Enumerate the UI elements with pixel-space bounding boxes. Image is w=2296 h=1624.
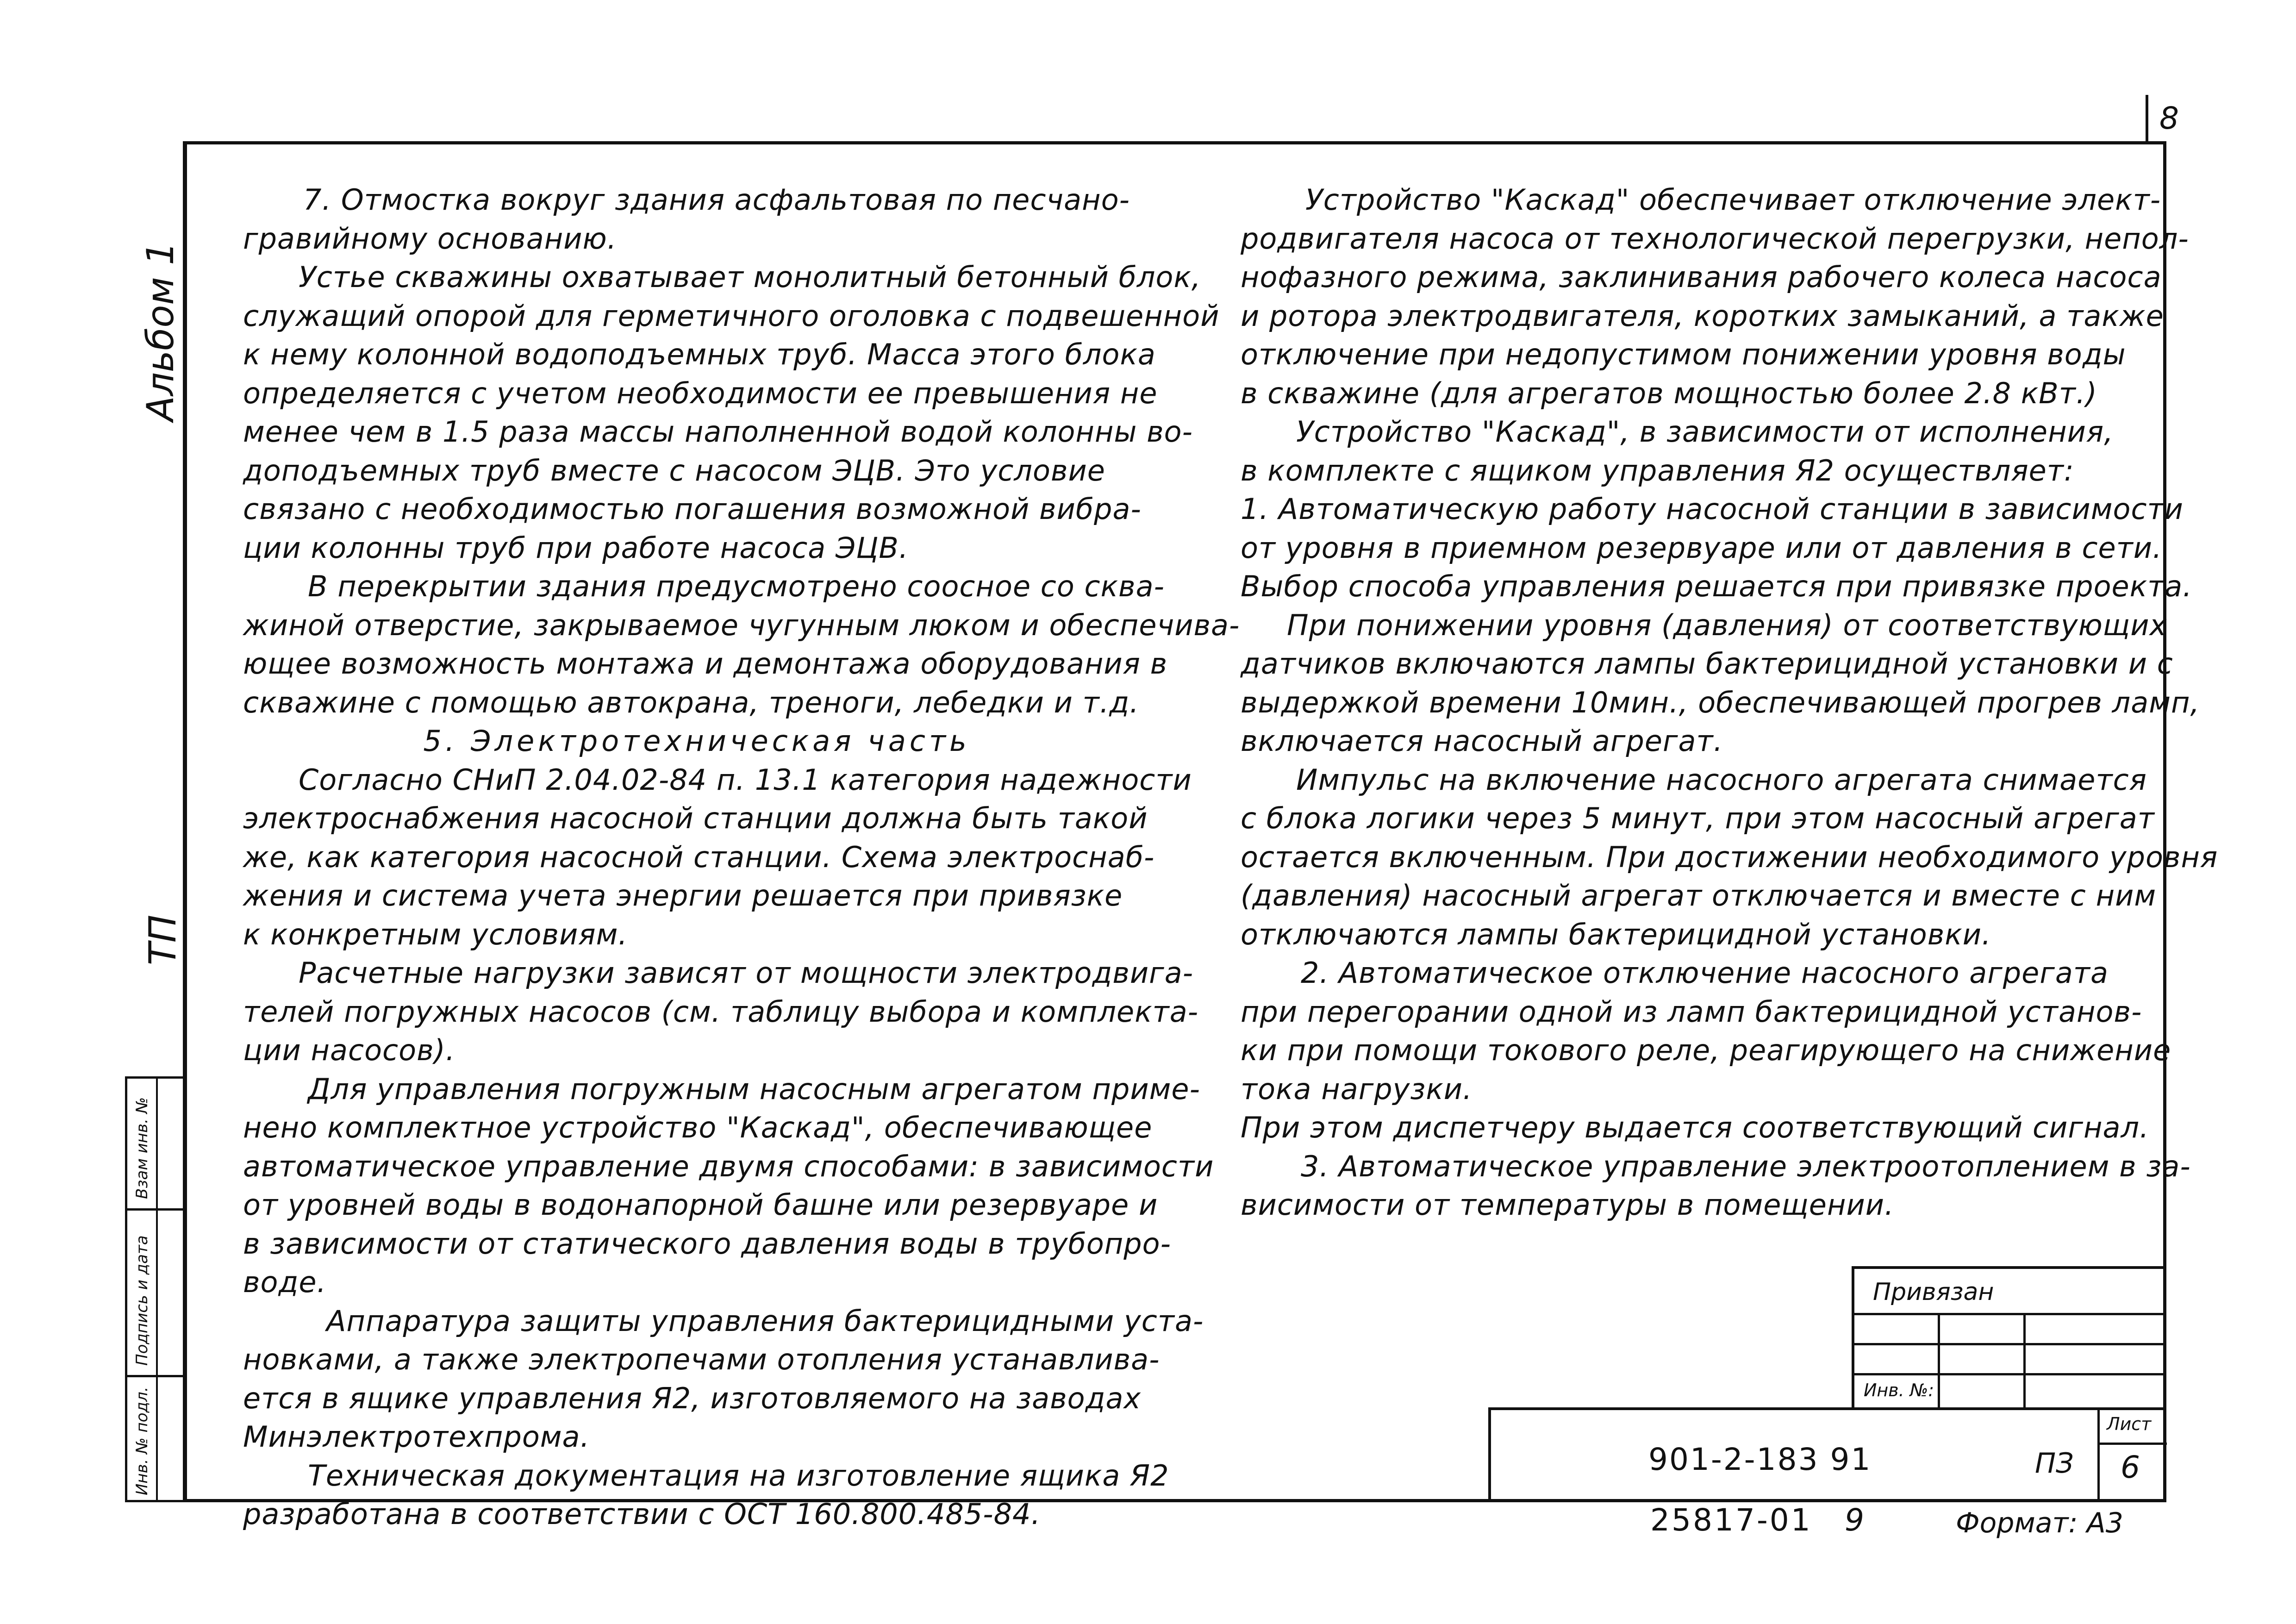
text-line: (давления) насосный агрегат отключается и вместе с ним (1241, 879, 2157, 912)
text-line: включается насосный агрегат. (1241, 724, 1723, 758)
left-text-column (243, 181, 1240, 1534)
text-line: 3. Автоматическое управление электроотоплением в за- (1301, 1149, 2191, 1183)
stamp-divider (156, 1079, 158, 1500)
text-line: При этом диспетчеру выдается соответствующий сигнал. (1241, 1111, 2149, 1144)
sheet-cell-divider (2097, 1407, 2100, 1502)
text-line: с блока логики через 5 минут, при этом насосный агрегат (1241, 801, 2155, 835)
text-line: телей погружных насосов (см. таблицу выбора и комплекта- (243, 994, 1199, 1029)
text-line: ется в ящике управления Я2, изготовляемого на заводах (243, 1381, 1142, 1415)
grid-line (1852, 1373, 2166, 1375)
format-label: Формат: А3 (1956, 1507, 2123, 1539)
right-text-column (1241, 181, 2218, 1224)
text-line: Устройство "Каскад" обеспечивает отключение элект- (1305, 183, 2161, 217)
text-line: определяется с учетом необходимости ее превышения не (243, 376, 1158, 410)
stamp-label-signature: Подпись и дата (133, 1235, 151, 1366)
text-line: доподъемных труб вместе с насосом ЭЦВ. Это условие (243, 453, 1105, 487)
text-line: нофазного режима, заклинивания рабочего колеса насоса (1241, 260, 2162, 294)
text-line: Импульс на включение насосного агрегата снимается (1296, 762, 2147, 797)
stamp-label-inv: Инв. № подл. (133, 1387, 151, 1495)
text-line: ки при помощи токового реле, реагирующего на снижение (1241, 1033, 2171, 1067)
text-line: при перегорании одной из ламп бактерицидной установ- (1241, 994, 2142, 1029)
order-number: 25817-01 (1650, 1502, 1812, 1538)
text-line: остается включенным. При достижении необходимого уровня (1241, 840, 2218, 874)
sheet-label: Лист (2107, 1414, 2152, 1434)
section-heading: 5. Электротехническая часть (423, 724, 970, 758)
text-line: от уровней воды в водонапорной башне или резервуаре и (243, 1188, 1158, 1222)
text-line: гравийному основанию. (243, 221, 617, 256)
text-line: Аппаратура защиты управления бактерицидными уста- (326, 1304, 1204, 1338)
binding-grid (1852, 1266, 2166, 1407)
text-line: Устройство "Каскад", в зависимости от исполнения, (1296, 415, 2114, 449)
stamp-row-divider (127, 1375, 183, 1377)
text-line: Расчетные нагрузки зависят от мощности электродвига- (299, 956, 1194, 990)
grid-line (1852, 1313, 2166, 1315)
document-code: ПЗ (2035, 1447, 2074, 1480)
text-line: электроснабжения насосной станции должна быть такой (243, 801, 1148, 835)
text-line: При понижении уровня (давления) от соответствующих (1287, 608, 2167, 642)
text-line: к нему колонной водоподъемных труб. Масса этого блока (243, 337, 1156, 371)
approval-stamp (125, 1076, 183, 1502)
text-line: Устье скважины охватывает монолитный бетонный блок, (299, 260, 1201, 294)
sheet-number: 8 (2146, 95, 2190, 141)
text-line: жения и система учета энергии решается при привязке (243, 879, 1123, 912)
text-line: Согласно СНиП 2.04.02-84 п. 13.1 категория надежности (299, 762, 1192, 797)
text-line: 7. Отмостка вокруг здания асфальтовая по песчано- (303, 183, 1130, 217)
text-line: тока нагрузки. (1241, 1072, 1472, 1106)
text-line: Для управления погружным насосным агрегатом приме- (308, 1072, 1200, 1106)
text-line: связано с необходимостью погашения возможной вибра- (243, 492, 1142, 526)
designation-block (1488, 1407, 2166, 1502)
text-line: 1. Автоматическую работу насосной станции в зависимости (1241, 492, 2184, 526)
text-line: отключаются лампы бактерицидной установки. (1241, 917, 1991, 951)
text-line: в скважине (для агрегатов мощностью более 2.8 кВт.) (1241, 376, 2097, 410)
text-line: 2. Автоматическое отключение насосного агрегата (1301, 956, 2109, 990)
text-line: служащий опорой для герметичного оголовка с подвешенной (243, 299, 1220, 333)
text-line: и ротора электродвигателя, коротких замыканий, а также (1241, 299, 2164, 333)
text-line: в зависимости от статического давления воды в трубопро- (243, 1226, 1171, 1261)
privyazan-label: Привязан (1873, 1278, 1994, 1306)
text-line: Выбор способа управления решается при привязке проекта. (1241, 569, 2192, 603)
text-line: родвигателя насоса от технологической перегрузки, непол- (1241, 221, 2189, 256)
text-line: В перекрытии здания предусмотрено соосное со сква- (308, 569, 1165, 603)
grid-line (2023, 1313, 2026, 1410)
type-label: ТП (141, 914, 184, 965)
text-line: нено комплектное устройство "Каскад", обеспечивающее (243, 1111, 1153, 1144)
grid-line (1938, 1313, 1940, 1410)
text-line: выдержкой времени 10мин., обеспечивающей прогрев ламп, (1241, 685, 2200, 719)
inv-no-label: Инв. №: (1864, 1380, 1934, 1400)
text-line: к конкретным условиям. (243, 917, 628, 951)
text-line: разработана в соответствии с ОСТ 160.800.485-84. (243, 1497, 1041, 1531)
designation-code: 901-2-183 91 (1648, 1442, 1872, 1477)
grid-line (1852, 1343, 2166, 1345)
text-line: ции колонны труб при работе насоса ЭЦВ. (243, 531, 909, 565)
text-line: ющее возможность монтажа и демонтажа оборудования в (243, 647, 1168, 681)
text-line: Минэлектротехпрома. (243, 1420, 590, 1454)
text-line: же, как категория насосной станции. Схема электроснаб- (243, 840, 1155, 874)
album-label: Альбом 1 (139, 242, 182, 421)
stamp-label-replace: Взам инв. № (133, 1097, 151, 1199)
text-line: скважине с помощью автокрана, треноги, лебедки и т.д. (243, 685, 1139, 719)
page-number: 9 (1845, 1502, 1864, 1538)
sheet-cell-divider (2097, 1443, 2167, 1445)
text-line: жиной отверстие, закрываемое чугунным люком и обеспечива- (243, 608, 1240, 642)
text-line: новками, а также электропечами отопления устанавлива- (243, 1343, 1160, 1376)
sheet-value: 6 (2121, 1449, 2140, 1485)
stamp-row-divider (127, 1208, 183, 1211)
text-line: в комплекте с ящиком управления Я2 осуществляет: (1241, 453, 2074, 487)
text-line: висимости от температуры в помещении. (1241, 1188, 1894, 1222)
text-line: датчиков включаются лампы бактерицидной установки и с (1241, 647, 2173, 681)
text-line: отключение при недопустимом понижении уровня воды (1241, 337, 2126, 371)
text-line: ции насосов). (243, 1033, 455, 1067)
text-line: Техническая документация на изготовление ящика Я2 (308, 1458, 1169, 1493)
text-line: от уровня в приемном резервуаре или от давления в сети. (1241, 531, 2162, 565)
text-line: воде. (243, 1265, 327, 1299)
text-line: менее чем в 1.5 раза массы наполненной водой колонны во- (243, 415, 1193, 449)
text-line: автоматическое управление двумя способами: в зависимости (243, 1149, 1214, 1183)
